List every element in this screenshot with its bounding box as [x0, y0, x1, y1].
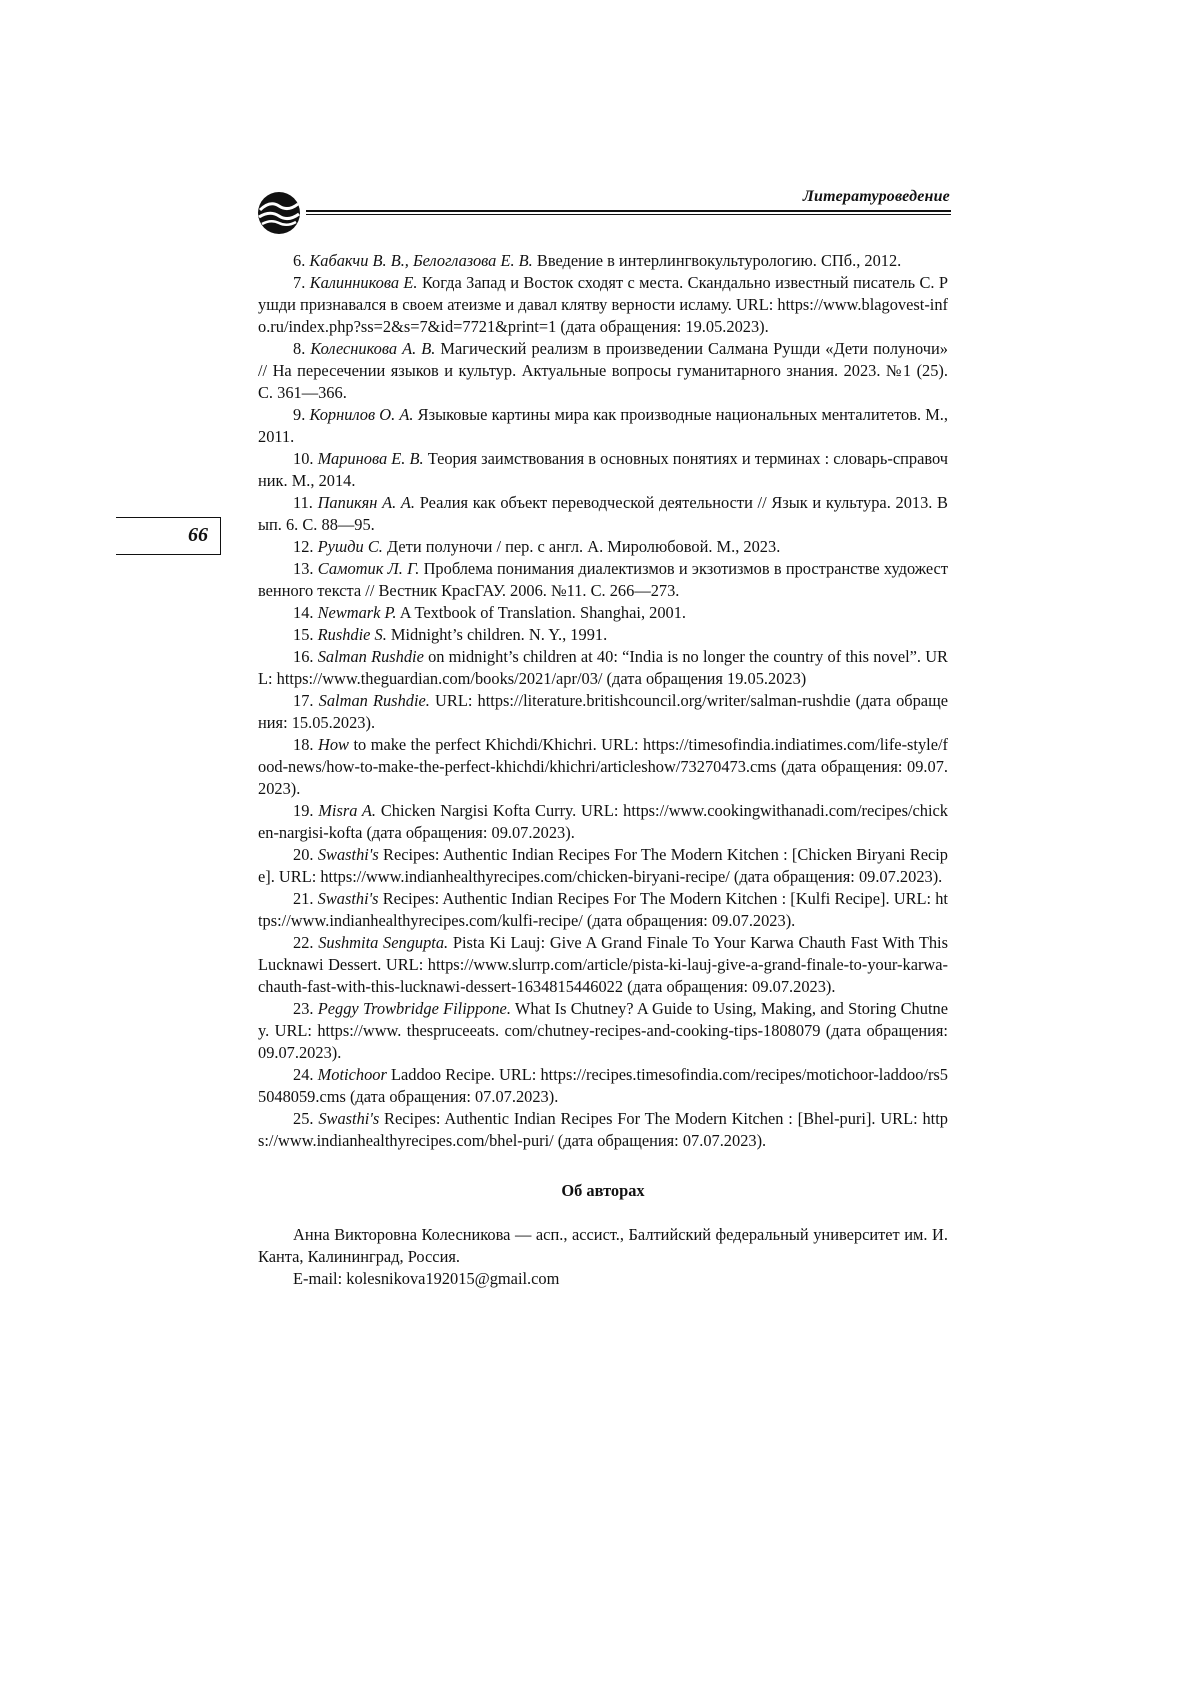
- reference-item: [258, 998, 948, 1064]
- reference-number: 8.: [293, 339, 306, 358]
- reference-author: Рушди С.: [317, 537, 383, 556]
- reference-number: 21.: [293, 889, 314, 908]
- reference-text: Реалия как объект переводческой деятельности // Язык и культура. 2013. Вып. 6. С. 88—95.: [258, 493, 948, 534]
- reference-item: [258, 602, 948, 624]
- reference-item: [258, 800, 948, 844]
- header-rule-thin: [306, 214, 951, 215]
- reference-number: 24.: [293, 1065, 314, 1084]
- reference-author: Самотик Л. Г.: [317, 559, 420, 578]
- reference-author: Salman Rushdie.: [318, 691, 430, 710]
- reference-number: 23.: [293, 999, 314, 1018]
- reference-text: on midnight’s children at 40: “India is no longer the country of this novel”. URL: https://www.theguardian.com/books/2021/apr/03/ (дата обращения 19.05.2023): [258, 647, 948, 688]
- page-content: [258, 250, 948, 1290]
- reference-text: Recipes: Authentic Indian Recipes For The Modern Kitchen : [Chicken Biryani Recipe]. URL: https://www.indianhealthyrecipes.com/chicken-biryani-recipe/ (дата обращения: 09.07.2023).: [258, 845, 948, 886]
- reference-item: [258, 646, 948, 690]
- reference-text: Языковые картины мира как производные национальных менталитетов. М., 2011.: [258, 405, 948, 446]
- reference-number: 10.: [293, 449, 314, 468]
- reference-author: Peggy Trowbridge Filippone.: [317, 999, 511, 1018]
- reference-item: [258, 536, 948, 558]
- reference-item: [258, 888, 948, 932]
- header-rule: [306, 210, 951, 212]
- reference-author: Swasthi's: [317, 889, 379, 908]
- reference-item: [258, 250, 948, 272]
- reference-text: Дети полуночи / пер. с англ. А. Миролюбовой. М., 2023.: [387, 537, 781, 556]
- reference-author: Кабакчи В. В., Белоглазова Е. В.: [309, 251, 533, 270]
- reference-number: 17.: [293, 691, 314, 710]
- reference-text: What Is Chutney? A Guide to Using, Making, and Storing Chutney. URL: https://www. thespruceeats. com/chutney-recipes-and-cooking-tips-1808079 (дата обращения: 09.07.2023).: [258, 999, 948, 1062]
- reference-number: 19.: [293, 801, 314, 820]
- reference-number: 13.: [293, 559, 314, 578]
- reference-author: Маринова Е. В.: [317, 449, 424, 468]
- reference-item: [258, 624, 948, 646]
- reference-number: 6.: [293, 251, 306, 270]
- reference-author: Newmark P.: [317, 603, 397, 622]
- reference-number: 22.: [293, 933, 314, 952]
- reference-text: Midnight’s children. N. Y., 1991.: [390, 625, 608, 644]
- reference-item: [258, 690, 948, 734]
- reference-item: [258, 932, 948, 998]
- reference-author: Папикян А. А.: [317, 493, 416, 512]
- reference-text: Когда Запад и Восток сходят с места. Скандально известный писатель С. Рушди признавался в своем атеизме и давал клятву верности исламу. URL: https://www.blagovest-info.ru/index.php?ss=2&s=7&id=7721&print=1 (дата обращения: 19.05.2023).: [258, 273, 948, 336]
- author-email: E-mail: kolesnikova192015@gmail.com: [293, 1269, 560, 1288]
- reference-item: [258, 404, 948, 448]
- author-info: Анна Викторовна Колесникова — асп., ассист., Балтийский федеральный университет им. И. Канта, Калининград, Россия.: [258, 1225, 948, 1266]
- reference-author: How: [318, 735, 349, 754]
- section-title: Литературоведение: [802, 188, 950, 205]
- reference-author: Swasthi's: [317, 845, 379, 864]
- page-number: 66: [188, 524, 208, 546]
- reference-number: 11.: [293, 493, 313, 512]
- reference-item: [258, 1108, 948, 1152]
- reference-author: Swasthi's: [318, 1109, 380, 1128]
- reference-text: Chicken Nargisi Kofta Curry. URL: https://www.cookingwithanadi.com/recipes/chicken-nargisi-kofta (дата обращения: 09.07.2023).: [258, 801, 949, 842]
- reference-text: A Textbook of Translation. Shanghai, 2001.: [399, 603, 687, 622]
- reference-item: [258, 1064, 948, 1108]
- reference-text: to make the perfect Khichdi/Khichri. URL: https://timesofindia.indiatimes.com/life-style/food-news/how-to-make-the-perfect-khichdi/khichri/articleshow/73270473.cms (дата обращения: 09.07.2023).: [258, 735, 949, 798]
- reference-number: 18.: [293, 735, 314, 754]
- reference-author: Корнилов О. А.: [309, 405, 414, 424]
- reference-number: 14.: [293, 603, 314, 622]
- journal-logo-icon: [256, 190, 302, 236]
- reference-item: [258, 844, 948, 888]
- reference-author: Колесникова А. В.: [310, 339, 436, 358]
- reference-number: 20.: [293, 845, 314, 864]
- reference-author: Sushmita Sengupta.: [318, 933, 449, 952]
- reference-item: [258, 492, 948, 536]
- reference-text: Recipes: Authentic Indian Recipes For The Modern Kitchen : [Kulfi Recipe]. URL: https://www.indianhealthyrecipes.com/kulfi-recipe/ (дата обращения: 09.07.2023).: [258, 889, 948, 930]
- reference-list: [258, 250, 948, 1152]
- reference-number: 9.: [293, 405, 306, 424]
- reference-number: 12.: [293, 537, 314, 556]
- reference-item: [258, 734, 948, 800]
- reference-author: Misra A.: [318, 801, 377, 820]
- reference-author: Motichoor: [317, 1065, 387, 1084]
- reference-number: 25.: [293, 1109, 314, 1128]
- reference-number: 15.: [293, 625, 314, 644]
- reference-text: Магический реализм в произведении Салмана Рушди «Дети полуночи» // На пересечении языков и культур. Актуальные вопросы гуманитарного знания. 2023. №1 (25). С. 361—366.: [258, 339, 948, 402]
- reference-item: [258, 558, 948, 602]
- reference-text: URL: https://literature.britishcouncil.org/writer/salman-rushdie (дата обращения: 15.05.2023).: [258, 691, 948, 732]
- reference-item: [258, 338, 948, 404]
- reference-author: Калинникова Е.: [309, 273, 418, 292]
- reference-text: Введение в интерлингвокультурологию. СПб., 2012.: [536, 251, 902, 270]
- reference-author: Salman Rushdie: [317, 647, 424, 666]
- reference-author: Rushdie S.: [317, 625, 387, 644]
- reference-text: Recipes: Authentic Indian Recipes For The Modern Kitchen : [Bhel-puri]. URL: https://www.indianhealthyrecipes.com/bhel-puri/ (дата обращения: 07.07.2023).: [258, 1109, 948, 1150]
- reference-text: Laddoo Recipe. URL: https://recipes.timesofindia.com/recipes/motichoor-laddoo/rs55048059.cms (дата обращения: 07.07.2023).: [258, 1065, 948, 1106]
- reference-item: [258, 272, 948, 338]
- reference-number: 16.: [293, 647, 314, 666]
- reference-item: [258, 448, 948, 492]
- reference-text: Проблема понимания диалектизмов и экзотизмов в пространстве художественного текста // Вестник КрасГАУ. 2006. №11. С. 266—273.: [258, 559, 948, 600]
- about-authors-title: Об авторах: [561, 1181, 645, 1200]
- reference-number: 7.: [293, 273, 306, 292]
- reference-text: Pista Ki Lauj: Give A Grand Finale To Your Karwa Chauth Fast With This Lucknawi Dessert. URL: https://www.slurrp.com/article/pista-ki-lauj-give-a-grand-finale-to-your-karwa-chauth-fast-with-this-lucknawi-dessert-1634815446022 (дата обращения: 09.07.2023).: [258, 933, 948, 996]
- page-number-box: [116, 517, 221, 555]
- reference-text: Теория заимствования в основных понятиях и терминах : словарь-справочник. М., 2014.: [258, 449, 948, 490]
